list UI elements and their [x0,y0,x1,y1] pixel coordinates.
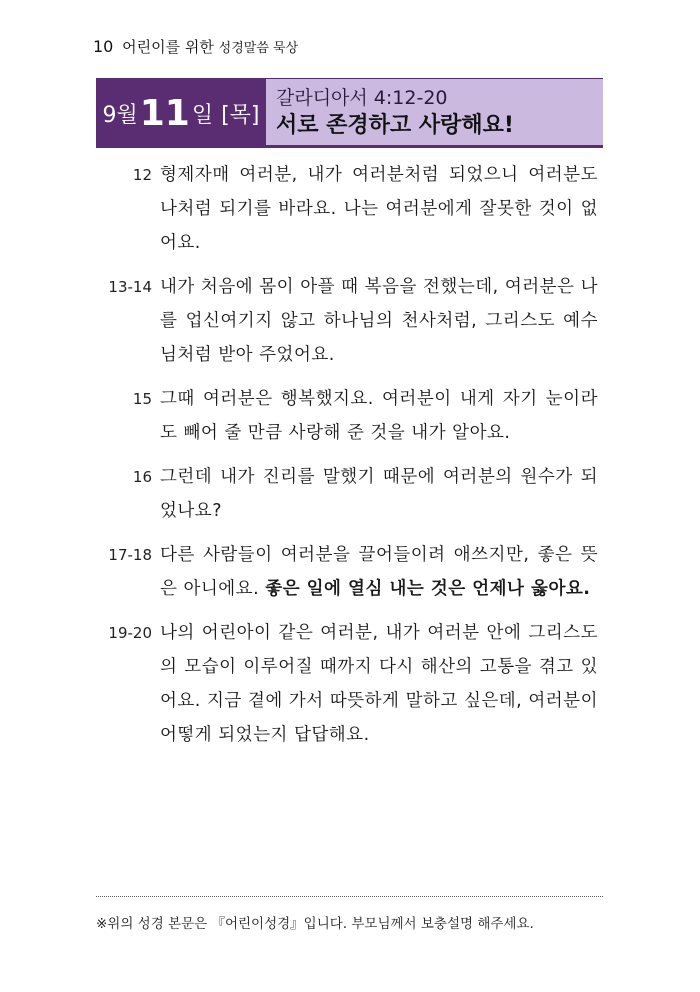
devotion-title: 서로 존경하고 사랑해요! [276,113,514,138]
verse-text-plain: 다른 사람들이 여러분을 끌어들이려 애쓰지만, 좋은 뜻은 아니에요. [160,545,598,599]
title-block [266,78,603,148]
footnote-divider [96,896,603,897]
verse-item [96,382,606,450]
devotion-banner [96,78,603,148]
page-number: 10 [93,37,114,56]
verse-text-emphasis: 좋은 일에 열심 내는 것은 언제나 옳아요. [265,579,591,599]
book-title-main: 어린이를 위한 [122,38,214,56]
date-month: 9월 [102,102,138,128]
date-day-suffix: 일 [191,102,214,128]
verse-list [96,158,606,762]
verse-number: 17-18 [108,546,152,564]
verse-number: 13-14 [108,278,152,296]
date-day: 11 [139,92,190,134]
verse-item [96,616,606,752]
running-header [93,36,298,57]
verse-item [96,538,606,606]
verse-item [96,460,606,528]
footnote: ※위의 성경 본문은 『어린이성경』입니다. 부모님께서 보충설명 해주세요. [96,916,534,932]
verse-text [160,538,598,606]
scripture-reference: 갈라디아서 4:12-20 [276,87,448,109]
verse-text: 형제자매 여러분, 내가 여러분처럼 되었으니 여러분도 나처럼 되기를 바라요. 나는 여러분에게 잘못한 것이 없어요. [160,165,598,253]
verse-item [96,270,606,372]
verse-item [96,158,606,260]
verse-number: 19-20 [108,624,152,642]
verse-number: 15 [132,390,152,408]
date-weekday: [목] [221,102,260,128]
verse-text: 그런데 내가 진리를 말했기 때문에 여러분의 원수가 되었나요? [160,467,598,521]
verse-text: 내가 처음에 몸이 아플 때 복음을 전했는데, 여러분은 나를 업신여기지 않고 하나님의 천사처럼, 그리스도 예수님처럼 받아 주었어요. [160,277,598,365]
date-block [96,78,266,148]
verse-number: 16 [132,468,152,486]
verse-number: 12 [132,166,152,184]
verse-text: 그때 여러분은 행복했지요. 여러분이 내게 자기 눈이라도 빼어 줄 만큼 사랑해 준 것을 내가 알아요. [160,389,598,443]
verse-text: 나의 어린아이 같은 여러분, 내가 여러분 안에 그리스도의 모습이 이루어질 때까지 다시 해산의 고통을 겪고 있어요. 지금 곁에 가서 따뜻하게 말하고 싶은데, 여러분이 어떻게 되었는지 답답해요. [160,623,598,745]
book-title-sub: 성경말씀 묵상 [218,41,299,56]
